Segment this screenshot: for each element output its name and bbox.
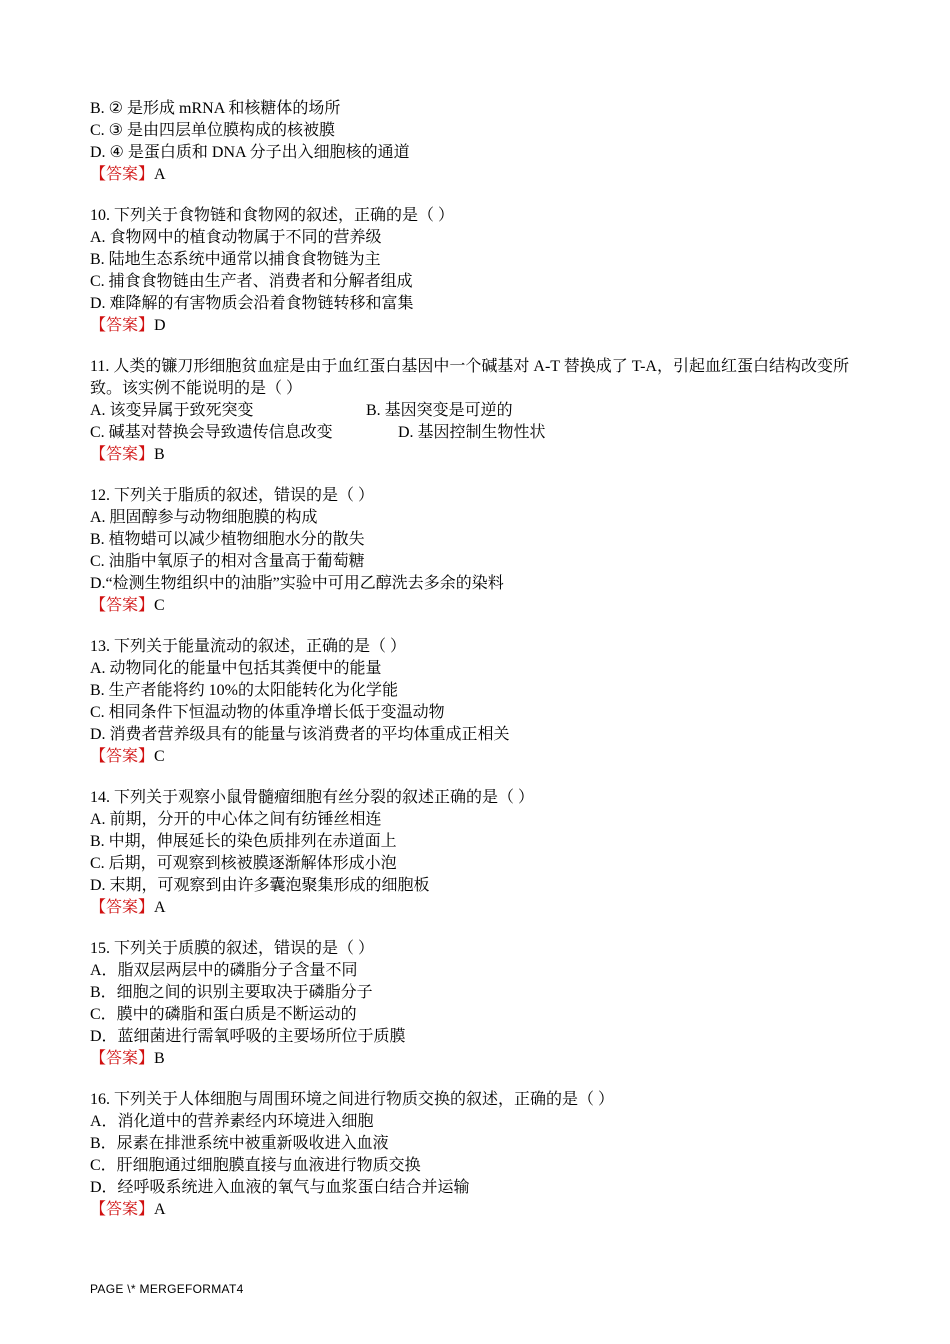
option-text: C. 油脂中氧原子的相对含量高于葡萄糖 [90, 553, 365, 570]
option-text: A. 前期，分开的中心体之间有纺锤丝相连 [90, 811, 382, 828]
answer-label: 【答案】 [90, 899, 155, 916]
option-text: C. 捕食食物链由生产者、消费者和分解者组成 [90, 273, 413, 290]
question-16 [90, 1089, 870, 1221]
answer-value: C [154, 597, 165, 614]
option-text: B. 基因突变是可逆的 [366, 402, 513, 419]
question-stem: 15. 下列关于质膜的叙述，错误的是（ ） [90, 940, 375, 957]
answer-value: B [154, 1050, 165, 1067]
option-text: B. 植物蜡可以减少植物细胞水分的散失 [90, 531, 365, 548]
option-text: D．蓝细菌进行需氧呼吸的主要场所位于质膜 [90, 1028, 406, 1045]
question-stem: 13. 下列关于能量流动的叙述，正确的是（ ） [90, 638, 407, 655]
document-content [90, 98, 870, 1221]
option-text: B．细胞之间的识别主要取决于磷脂分子 [90, 984, 373, 1001]
answer-label: 【答案】 [90, 166, 155, 183]
option-text: A．消化道中的营养素经内环境进入细胞 [90, 1113, 374, 1130]
option-text: C. 后期，可观察到核被膜逐渐解体形成小泡 [90, 855, 397, 872]
answer-label: 【答案】 [90, 446, 155, 463]
option-text: A. 食物网中的植食动物属于不同的营养级 [90, 229, 382, 246]
question-stem: 16. 下列关于人体细胞与周围环境之间进行物质交换的叙述，正确的是（ ） [90, 1091, 615, 1108]
option-text: D. 消费者营养级具有的能量与该消费者的平均体重成正相关 [90, 726, 510, 743]
question-11 [90, 356, 870, 466]
answer-label: 【答案】 [90, 597, 155, 614]
answer-value: A [154, 166, 166, 183]
option-text: C. 相同条件下恒温动物的体重净增长低于变温动物 [90, 704, 445, 721]
option-text: C．膜中的磷脂和蛋白质是不断运动的 [90, 1006, 357, 1023]
answer-line [90, 897, 870, 919]
answer-line [90, 1048, 870, 1070]
answer-line [90, 746, 870, 768]
answer-line [90, 595, 870, 617]
answer-label: 【答案】 [90, 748, 155, 765]
option-text: C. 碱基对替换会导致遗传信息改变 [90, 424, 333, 441]
answer-value: B [154, 446, 165, 463]
option-text: D．经呼吸系统进入血液的氧气与血浆蛋白结合并运输 [90, 1179, 470, 1196]
option-text: D. ④ 是蛋白质和 DNA 分子出入细胞核的通道 [90, 144, 410, 161]
option-row [90, 400, 870, 422]
option-text: B. 中期，伸展延长的染色质排列在赤道面上 [90, 833, 397, 850]
option-row [90, 422, 870, 444]
answer-label: 【答案】 [90, 1050, 155, 1067]
option-text: D. 基因控制生物性状 [398, 424, 546, 441]
option-text: C．肝细胞通过细胞膜直接与血液进行物质交换 [90, 1157, 421, 1174]
question-10 [90, 205, 870, 337]
question-stem: 11. 人类的镰刀形细胞贫血症是由于血红蛋白基因中一个碱基对 A-T 替换成了 T-A，引起血红蛋白结构改变所致。该实例不能说明的是（ ） [90, 358, 849, 397]
question-stem: 14. 下列关于观察小鼠骨髓瘤细胞有丝分裂的叙述正确的是（ ） [90, 789, 535, 806]
page-footer: PAGE \* MERGEFORMAT4 [90, 1282, 244, 1296]
option-text: A. 该变异属于致死突变 [90, 402, 254, 419]
question-stem: 12. 下列关于脂质的叙述，错误的是（ ） [90, 487, 375, 504]
option-text: A．脂双层两层中的磷脂分子含量不同 [90, 962, 358, 979]
option-text: D. 难降解的有害物质会沿着食物链转移和富集 [90, 295, 414, 312]
question-14 [90, 787, 870, 919]
option-text: B. ② 是形成 mRNA 和核糖体的场所 [90, 100, 341, 117]
question-stem: 10. 下列关于食物链和食物网的叙述，正确的是（ ） [90, 207, 455, 224]
option-text: D.“检测生物组织中的油脂”实验中可用乙醇洗去多余的染料 [90, 575, 504, 592]
question-13 [90, 636, 870, 768]
answer-line [90, 1199, 870, 1221]
answer-value: C [154, 748, 165, 765]
option-text: D. 末期，可观察到由许多囊泡聚集形成的细胞板 [90, 877, 430, 894]
answer-line [90, 164, 870, 186]
option-text: C. ③ 是由四层单位膜构成的核被膜 [90, 122, 336, 139]
option-text: B. 生产者能将约 10%的太阳能转化为化学能 [90, 682, 399, 699]
answer-line [90, 444, 870, 466]
question-9-tail [90, 98, 870, 186]
option-text: B．尿素在排泄系统中被重新吸收进入血液 [90, 1135, 389, 1152]
answer-line [90, 315, 870, 337]
answer-value: D [154, 317, 166, 334]
answer-label: 【答案】 [90, 317, 155, 334]
question-15 [90, 938, 870, 1070]
option-text: B. 陆地生态系统中通常以捕食食物链为主 [90, 251, 381, 268]
answer-value: A [154, 899, 166, 916]
question-12 [90, 485, 870, 617]
option-text: A. 动物同化的能量中包括其粪便中的能量 [90, 660, 382, 677]
answer-label: 【答案】 [90, 1201, 155, 1218]
option-text: A. 胆固醇参与动物细胞膜的构成 [90, 509, 318, 526]
answer-value: A [154, 1201, 166, 1218]
